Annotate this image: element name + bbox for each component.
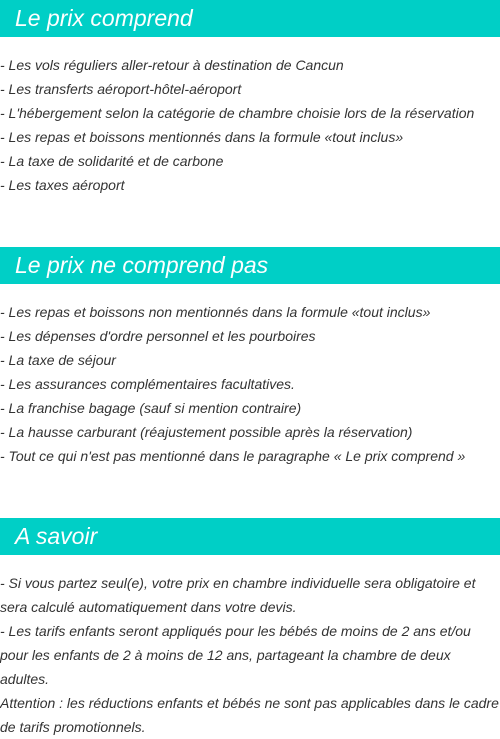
section-not-included — [0, 247, 500, 468]
list-item: - La franchise bagage (sauf si mention contraire) — [0, 400, 302, 416]
good-to-know-text — [0, 571, 500, 739]
list-item: - La taxe de solidarité et de carbone — [0, 153, 224, 169]
included-list — [0, 53, 500, 197]
list-item: - La taxe de séjour — [0, 352, 116, 368]
section-title-included: Le prix comprend — [0, 0, 500, 37]
section-title-not-included: Le prix ne comprend pas — [0, 247, 500, 284]
list-item: - L'hébergement selon la catégorie de chambre choisie lors de la réservation — [0, 105, 475, 121]
not-included-list — [0, 300, 500, 468]
section-included — [0, 0, 500, 197]
section-title-good-to-know: A savoir — [0, 518, 500, 555]
list-item: - Les vols réguliers aller-retour à destination de Cancun — [0, 57, 344, 73]
paragraph: Attention : les réductions enfants et bébés ne sont pas applicables dans le cadre de tarifs promotionnels. — [0, 695, 499, 735]
list-item: - Les assurances complémentaires facultatives. — [0, 376, 295, 392]
list-item: - Les taxes aéroport — [0, 177, 125, 193]
list-item: - Tout ce qui n'est pas mentionné dans le paragraphe « Le prix comprend » — [0, 448, 466, 464]
list-item: - Les repas et boissons mentionnés dans la formule «tout inclus» — [0, 129, 404, 145]
list-item: - Les transferts aéroport-hôtel-aéroport — [0, 81, 242, 97]
section-good-to-know — [0, 518, 500, 739]
list-item: - Les dépenses d'ordre personnel et les pourboires — [0, 328, 316, 344]
paragraph: - Si vous partez seul(e), votre prix en chambre individuelle sera obligatoire et sera calculé automatiquement dans votre devis. — [0, 575, 476, 615]
list-item: - Les repas et boissons non mentionnés dans la formule «tout inclus» — [0, 304, 431, 320]
paragraph: - Les tarifs enfants seront appliqués pour les bébés de moins de 2 ans et/ou pour les enfants de 2 à moins de 12 ans, partageant la chambre de deux adultes. — [0, 623, 471, 687]
list-item: - La hausse carburant (réajustement possible après la réservation) — [0, 424, 413, 440]
